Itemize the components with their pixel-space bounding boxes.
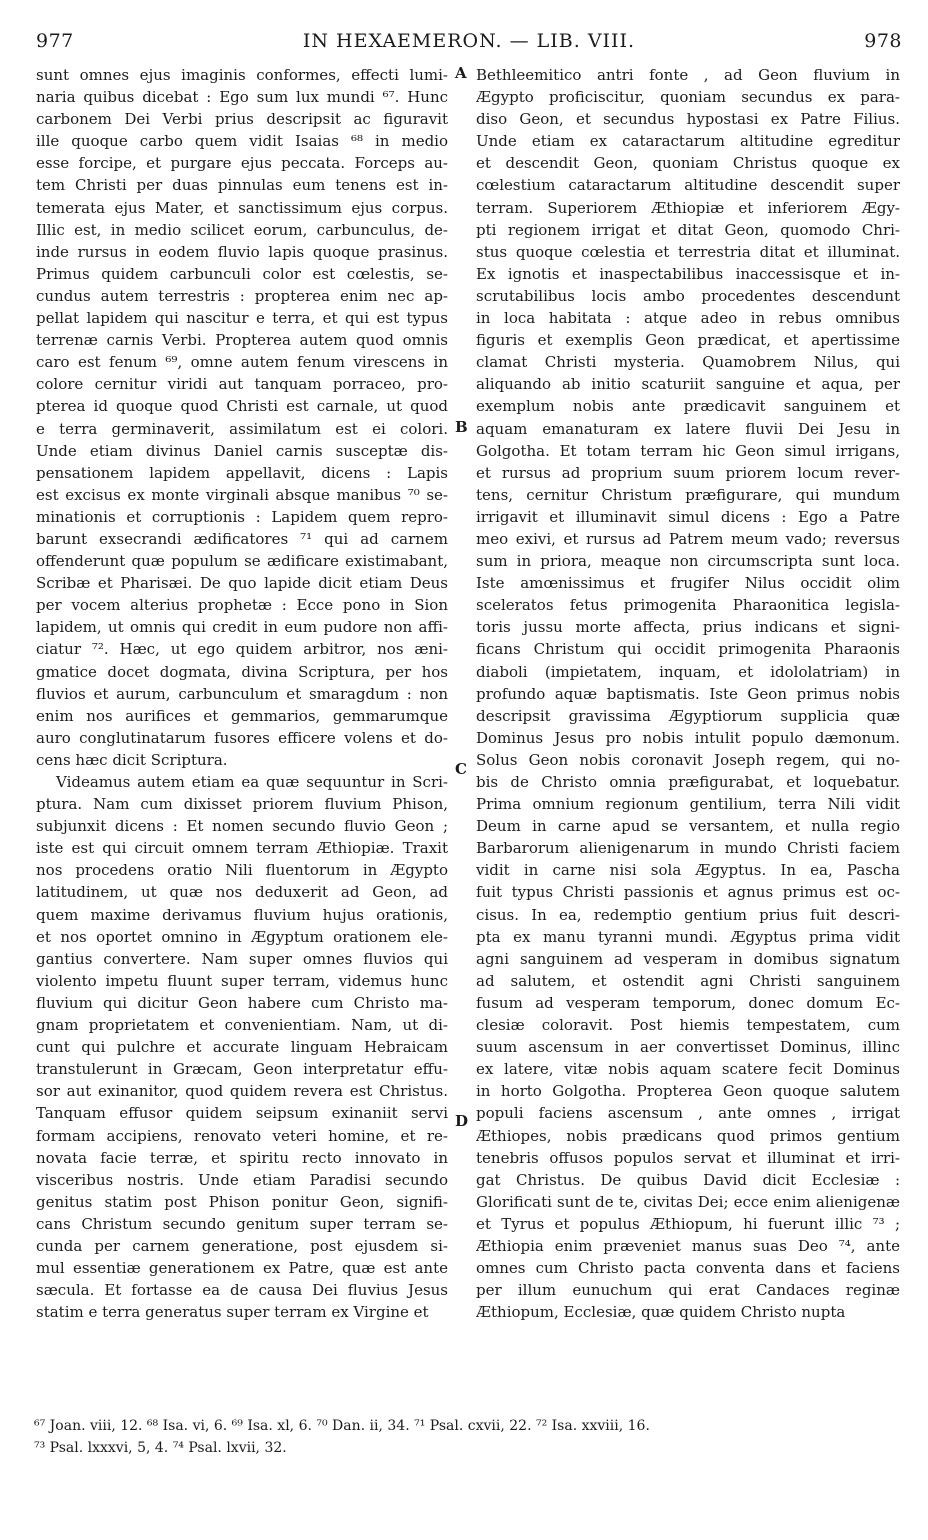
- text-line: toris jussu morte affecta, prius indicans et signi-: [476, 618, 900, 637]
- text-line: Deum in carne apud se versantem, et nulla regio: [476, 817, 900, 836]
- text-line: cunt qui pulchre et accurate linguam Hebraicam: [36, 1038, 448, 1057]
- text-line: e terra germinaverit, assimilatum est ei colori.: [36, 419, 448, 438]
- text-line: pterea id quoque quod Christi est carnale, ut quod: [36, 397, 448, 416]
- text-line: cans Christum secundo genitum super terram se-: [36, 1214, 448, 1233]
- text-line: pta ex manu tyranni mundi. Ægyptus prima vidit: [476, 927, 900, 946]
- text-line: gat Christus. De quibus David dicit Ecclesiæ :: [476, 1170, 900, 1189]
- text-line: fluvios et aurum, carbunculum et smaragdum : non: [36, 684, 448, 703]
- text-line: meo exivi, et rursus ad Patrem meum vado; reversus: [476, 529, 900, 548]
- right-column: [476, 64, 900, 1323]
- text-line: novata facie terræ, et spiritu recto innovato in: [36, 1148, 448, 1167]
- margin-marker-c: C: [455, 760, 467, 778]
- text-line: inde rursus in eodem fluvio lapis quoque prasinus.: [36, 242, 448, 261]
- text-line: Iste amœnissimus et frugifer Nilus occidit olim: [476, 574, 900, 593]
- text-line: offenderunt quæ populum se ædificare existimabant,: [36, 552, 448, 571]
- text-line: auro conglutinatarum fusores efficere volens et do-: [36, 728, 448, 747]
- page-number-right: 978: [864, 30, 902, 52]
- text-line: subjunxit dicens : Et nomen secundo fluvio Geon ;: [36, 817, 448, 836]
- text-line: caro est fenum ⁶⁹, omne autem fenum virescens in: [36, 353, 448, 372]
- text-line: irrigavit et illuminavit simul dicens : Ego a Patre: [476, 507, 900, 526]
- text-line: omnes cum Christo pacta conventa dans et faciens: [476, 1259, 900, 1278]
- margin-marker-b: B: [455, 418, 468, 436]
- text-line: Bethleemitico antri fonte , ad Geon fluvium in: [476, 66, 900, 84]
- text-line: minationis et corruptionis : Lapidem quem repro-: [36, 507, 448, 526]
- text-line: fluvium qui dicitur Geon habere cum Christo ma-: [36, 993, 448, 1012]
- text-line: ciatur ⁷². Hæc, ut ego quidem arbitror, nos æni-: [36, 640, 448, 659]
- text-line: pensationem lapidem appellavit, dicens : Lapis: [36, 463, 448, 482]
- text-line: gmatice docet dogmata, divina Scriptura, per hos: [36, 662, 448, 681]
- page-number-left: 977: [36, 30, 74, 52]
- text-line: quem maxime derivamus fluvium hujus orationis,: [36, 905, 448, 924]
- text-line: diaboli (impietatem, inquam, et idololatriam) in: [476, 662, 900, 681]
- text-line: in loca habitata : atque adeo in rebus omnibus: [476, 309, 900, 328]
- text-line: ad salutem, et ostendit agni Christi sanguinem: [476, 971, 900, 990]
- text-line: et descendit Geon, quoniam Christus quoque ex: [476, 154, 900, 173]
- text-line: violento impetu fluunt super terram, videmus hunc: [36, 971, 448, 990]
- text-line: et Tyrus et populus Æthiopum, hi fuerunt illic ⁷³ ;: [476, 1214, 900, 1233]
- text-line: colore cernitur viridi aut tanquam porraceo, pro-: [36, 375, 448, 394]
- text-line: sæcula. Et fortasse ea de causa Dei fluvius Jesus: [36, 1281, 448, 1300]
- text-line: tem Christi per duas pinnulas eum tenens est in-: [36, 176, 448, 195]
- text-line: Scribæ et Pharisæi. De quo lapide dicit etiam Deus: [36, 574, 448, 593]
- text-line: carbonem Dei Verbi prius descripsit ac figuravit: [36, 110, 448, 129]
- text-line: ficans Christum qui occidit primogenita Pharaonis: [476, 640, 900, 659]
- text-line: figuris et exemplis Geon prædicat, et apertissime: [476, 331, 900, 350]
- text-line: pellat lapidem qui nascitur e terra, et qui est typus: [36, 309, 448, 328]
- text-line: gantius convertere. Nam super omnes fluvios qui: [36, 949, 448, 968]
- text-line: cœlestium cataractarum altitudine descendit super: [476, 176, 900, 195]
- text-line: profundo aquæ baptismatis. Iste Geon primus nobis: [476, 684, 900, 703]
- text-line: scrutabilibus locis ambo procedentes descendunt: [476, 286, 900, 305]
- text-line: et rursus ad proprium suum priorem locum rever-: [476, 463, 900, 482]
- text-line: Ægypto proficiscitur, quoniam secundus ex para-: [476, 88, 900, 107]
- text-line: Æthiopia enim præveniet manus suas Deo ⁷⁴, ante: [476, 1236, 900, 1255]
- text-line: statim e terra generatus super terram ex Virgine et: [36, 1303, 429, 1322]
- text-line: formam accipiens, renovato veteri homine, et re-: [36, 1126, 448, 1145]
- text-line: barunt exsecrandi ædificatores ⁷¹ qui ad carnem: [36, 529, 448, 548]
- text-line: est excisus ex monte virginali absque manibus ⁷⁰ se-: [36, 485, 448, 504]
- text-line: per vocem alterius prophetæ : Ecce pono in Sion: [36, 596, 448, 615]
- text-line: cundus autem terrestris : propterea enim nec ap-: [36, 286, 448, 305]
- running-title: IN HEXAEMERON. — LIB. VIII.: [302, 30, 636, 52]
- text-line: in horto Golgotha. Propterea Geon quoque salutem: [476, 1082, 900, 1101]
- text-line: iste est qui circuit omnem terram Æthiopiæ. Traxit: [36, 839, 448, 858]
- text-line: ex latere, vitæ nobis aquam scatere fecit Dominus: [476, 1060, 900, 1079]
- text-line: cisus. In ea, redemptio gentium prius fuit descri-: [476, 905, 900, 924]
- text-line: Primus quidem carbunculi color est cœlestis, se-: [36, 264, 448, 283]
- text-line: agni sanguinem ad vesperam in domibus signatum: [476, 949, 900, 968]
- text-line: Prima omnium regionum gentilium, terra Nili vidit: [476, 795, 900, 814]
- text-line: Solus Geon nobis coronavit Joseph regem, qui no-: [476, 750, 900, 769]
- text-line: exemplum nobis ante prædicavit sanguinem et: [476, 397, 900, 416]
- text-line: bis de Christo omnia præfigurabat, et loquebatur.: [476, 773, 900, 791]
- text-line: clamat Christi mysteria. Quamobrem Nilus, qui: [476, 353, 900, 372]
- text-line: populi faciens ascensum , ante omnes , irrigat: [476, 1104, 900, 1123]
- text-line: tenebris offusos populos servat et illuminat et irri-: [476, 1148, 900, 1167]
- text-line: Glorificati sunt de te, civitas Dei; ecce enim alienigenæ: [476, 1192, 900, 1211]
- text-line: genitus statim post Phison ponitur Geon, signifi-: [36, 1192, 448, 1211]
- text-line: fusum ad vesperam temporum, donec domum Ec-: [476, 993, 900, 1012]
- text-line: Dominus Jesus pro nobis intulit populo dæmonum.: [476, 728, 900, 747]
- text-line: Illic est, in medio scilicet eorum, carbunculus, de-: [36, 220, 448, 239]
- text-line: sor aut exinanitor, quod quidem revera est Christus.: [36, 1082, 448, 1101]
- text-line: terram. Superiorem Æthiopiæ et inferiorem Ægy-: [476, 198, 900, 217]
- text-line: descripsit gravissima Ægyptiorum supplicia quæ: [476, 706, 900, 725]
- margin-marker-d: D: [455, 1112, 469, 1130]
- text-line: Unde etiam ex cataractarum altitudine egreditur: [476, 132, 900, 151]
- text-line: naria quibus dicebat : Ego sum lux mundi ⁶⁷. Hunc: [36, 88, 448, 107]
- text-line: tens, cernitur Christum præfigurare, qui mundum: [476, 485, 900, 504]
- text-line: Æthiopes, nobis prædicans quod primos gentium: [476, 1126, 900, 1145]
- text-line: per illum eunuchum qui erat Candaces reginæ: [476, 1281, 900, 1300]
- footnote-line-1: ⁶⁷ Joan. viii, 12. ⁶⁸ Isa. vi, 6. ⁶⁹ Isa. xl, 6. ⁷⁰ Dan. ii, 34. ⁷¹ Psal. cxvii, 22. ⁷² Isa. xxviii, 16.: [34, 1418, 650, 1434]
- text-line: sceleratos fetus primogenita Pharaonitica legisla-: [476, 596, 900, 615]
- text-line: Barbarorum alienigenarum in mundo Christi faciem: [476, 839, 900, 858]
- text-line: Golgotha. Et totam terram hic Geon simul irrigans,: [476, 441, 900, 460]
- margin-marker-a: A: [455, 64, 467, 82]
- footnote-line-2: ⁷³ Psal. lxxxvi, 5, 4. ⁷⁴ Psal. lxvii, 32.: [34, 1440, 287, 1456]
- text-line: esse forcipe, et purgare ejus peccata. Forceps au-: [36, 154, 448, 173]
- text-line: transtulerunt in Græcam, Geon interpretatur effu-: [36, 1060, 448, 1079]
- left-column: [36, 64, 448, 1323]
- text-line: visceribus nostris. Unde etiam Paradisi secundo: [36, 1170, 448, 1189]
- text-line: ille quoque carbo quem vidit Isaias ⁶⁸ in medio: [36, 132, 448, 151]
- text-line: vidit in carne nisi sola Ægyptus. In ea, Pascha: [476, 861, 900, 880]
- text-line: diso Geon, et secundus hypostasi ex Patre Filius.: [476, 110, 900, 129]
- text-line: enim nos aurifices et gemmarios, gemmarumque: [36, 706, 448, 725]
- text-line: stus quoque cœlestia et terrestria ditat et illuminat.: [476, 242, 900, 261]
- text-line: suum ascensum in aer convertisset Dominus, illinc: [476, 1038, 900, 1057]
- text-line: aliquando ab initio scaturiit sanguine et aqua, per: [476, 375, 900, 394]
- text-line: clesiæ coloravit. Post hiemis tempestatem, cum: [476, 1016, 900, 1035]
- text-line: Æthiopum, Ecclesiæ, quæ quidem Christo nupta: [476, 1303, 846, 1322]
- text-line: Videamus autem etiam ea quæ sequuntur in Scri-: [56, 773, 448, 791]
- text-line: Unde etiam divinus Daniel carnis susceptæ dis-: [36, 441, 448, 460]
- text-line: temerata ejus Mater, et sanctissimum ejus corpus.: [36, 198, 448, 217]
- text-line: cens hæc dicit Scriptura.: [36, 750, 228, 769]
- text-line: lapidem, ut omnis qui credit in eum pudore non affi-: [36, 618, 448, 637]
- text-line: sunt omnes ejus imaginis conformes, effecti lumi-: [36, 66, 448, 84]
- text-line: aquam emanaturam ex latere fluvii Dei Jesu in: [476, 419, 900, 438]
- text-line: et nos oportet omnino in Ægyptum orationem ele-: [36, 927, 448, 946]
- text-line: Ex ignotis et inaspectabilibus inaccessisque et in-: [476, 264, 900, 283]
- text-line: gnam proprietatem et convenientiam. Nam, ut di-: [36, 1016, 448, 1035]
- text-line: nos procedens oratio Nili fluentorum in Ægypto: [36, 861, 448, 880]
- text-line: mul essentiæ generationem ex Patre, quæ est ante: [36, 1259, 448, 1278]
- text-line: latitudinem, ut quæ nos deduxerit ad Geon, ad: [36, 883, 448, 902]
- text-line: fuit typus Christi passionis et agnus primus est oc-: [476, 883, 900, 902]
- text-line: pti regionem irrigat et ditat Geon, quomodo Chri-: [476, 220, 900, 239]
- text-line: ptura. Nam cum dixisset priorem fluvium Phison,: [36, 795, 448, 814]
- text-line: cunda per carnem generatione, post ejusdem si-: [36, 1236, 448, 1255]
- text-line: Tanquam effusor quidem seipsum exinaniit servi: [36, 1104, 448, 1123]
- text-line: terrenæ carnis Verbi. Propterea autem quod omnis: [36, 331, 448, 350]
- page-header: [36, 30, 902, 60]
- text-line: sum in priora, meaque non circumscripta sunt loca.: [476, 552, 900, 571]
